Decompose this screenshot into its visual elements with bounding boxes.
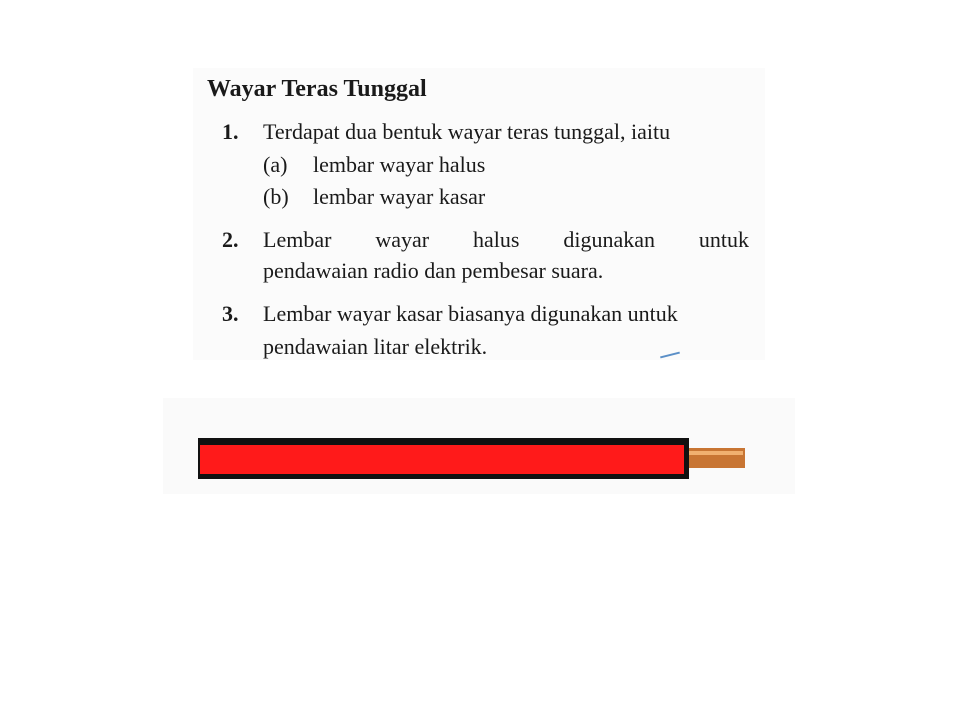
item-number-2: 2.: [222, 227, 239, 252]
subitem-label-b: (b): [263, 184, 289, 209]
red-insulation: [200, 445, 684, 474]
subitem-text-a: lembar wayar halus: [313, 152, 486, 177]
copper-core-highlight: [687, 451, 743, 455]
item-text-1: Terdapat dua bentuk wayar teras tunggal, iaitu: [263, 119, 671, 144]
subitem-label-a: (a): [263, 152, 288, 177]
item-text-2-line-2: pendawaian radio dan pembesar suara.: [263, 258, 604, 283]
item-text-3-line-1: Lembar wayar kasar biasanya digunakan untuk: [263, 301, 678, 326]
item-number-3: 3.: [222, 301, 239, 326]
subitem-text-b: lembar wayar kasar: [313, 184, 486, 209]
single-core-wire-illustration: [163, 398, 795, 494]
document-title: Wayar Teras Tunggal: [207, 76, 427, 102]
item-text-3-line-2: pendawaian litar elektrik.: [263, 334, 488, 359]
item-number-1: 1.: [222, 119, 239, 144]
item-text-2-line-1: Lembar wayar halus digunakan untuk: [263, 227, 749, 252]
